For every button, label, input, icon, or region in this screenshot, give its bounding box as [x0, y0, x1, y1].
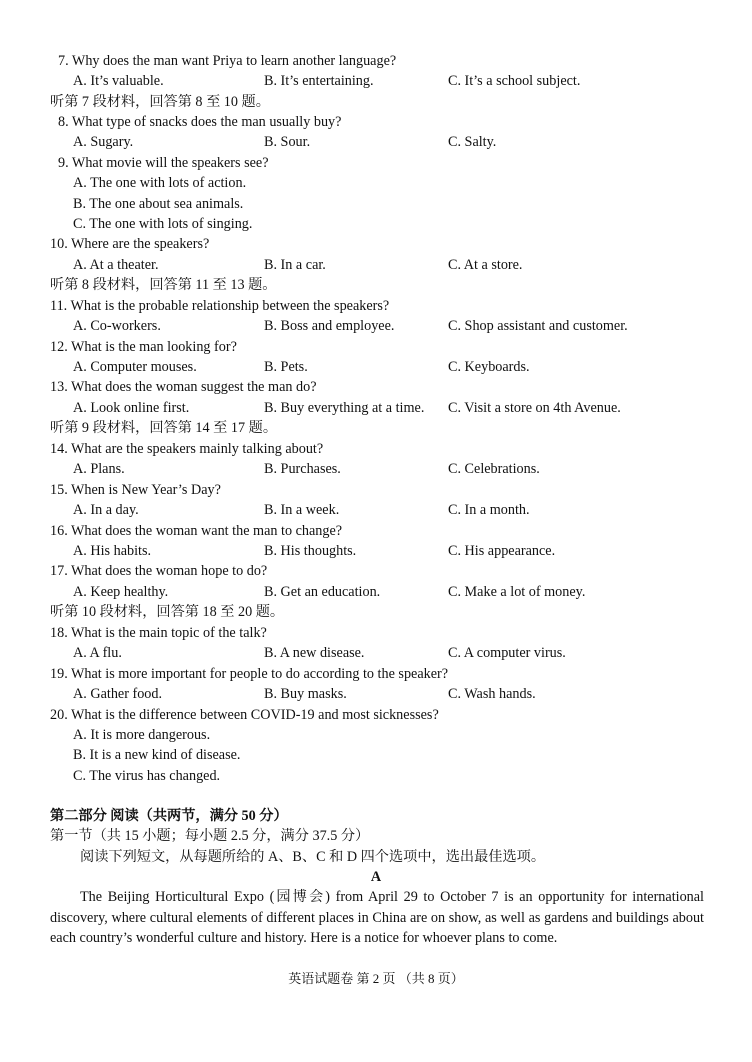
question-13-stem: 13. What does the woman suggest the man do? [50, 379, 317, 395]
option-a: A. Computer mouses. [73, 359, 197, 375]
question-8-options [0, 132, 752, 152]
section-1-instruction: 阅读下列短文，从每题所给的 A、B、C 和 D 四个选项中，选出最佳选项。 [80, 849, 546, 865]
option-c: C. Salty. [448, 134, 497, 150]
question-12-stem: 12. What is the man looking for? [50, 339, 237, 355]
question-8-stem: 8. What type of snacks does the man usually buy? [58, 114, 342, 130]
option-c: C. In a month. [448, 502, 530, 518]
option-a: A. Keep healthy. [73, 584, 169, 600]
option-a: A. At a theater. [73, 257, 159, 273]
option-c: C. At a store. [448, 257, 523, 273]
question-12-options [0, 357, 752, 377]
option-a: A. Sugary. [73, 134, 134, 150]
option-a: A. His habits. [73, 543, 152, 559]
page-footer: 英语试题卷 第 2 页 （共 8 页） [288, 971, 464, 986]
option-a: A. In a day. [73, 502, 139, 518]
passage-paragraph: The Beijing Horticultural Expo (园博会) from April 29 to October 7 is an opportunity for international discovery, where cultural elements of different places in China are on show, as well as gardens and buildings about each country’s wonderful culture and history. Here is a notice for whoever plans to come. [50, 889, 704, 946]
option-c: C. His appearance. [448, 543, 556, 559]
question-11-options [0, 316, 752, 336]
section-1-title: 第一节（共 15 小题；每小题 2.5 分，满分 37.5 分） [50, 828, 370, 844]
question-9-stem: 9. What movie will the speakers see? [58, 155, 269, 171]
option-c: C. It’s a school subject. [448, 73, 581, 89]
question-19-stem: 19. What is more important for people to do according to the speaker? [50, 666, 449, 682]
question-14-options [0, 459, 752, 479]
option-b: B. Get an education. [264, 584, 381, 600]
option-c: C. The virus has changed. [73, 768, 221, 784]
option-b: B. Buy everything at a time. [264, 400, 425, 416]
option-b: B. His thoughts. [264, 543, 357, 559]
option-a: A. It’s valuable. [73, 73, 164, 89]
option-a: A. Plans. [73, 461, 125, 477]
option-b: B. Purchases. [264, 461, 341, 477]
option-b: B. Buy masks. [264, 686, 347, 702]
option-b: B. Sour. [264, 134, 311, 150]
section-instruction-7: 听第 7 段材料，回答第 8 至 10 题。 [50, 94, 270, 110]
question-16-stem: 16. What does the woman want the man to change? [50, 523, 343, 539]
question-10-stem: 10. Where are the speakers? [50, 236, 210, 252]
option-c: C. Make a lot of money. [448, 584, 586, 600]
option-b: B. It’s entertaining. [264, 73, 374, 89]
option-c: C. Keyboards. [448, 359, 530, 375]
option-a: A. A flu. [73, 645, 122, 661]
option-c: C. Celebrations. [448, 461, 540, 477]
option-c: C. Visit a store on 4th Avenue. [448, 400, 621, 416]
question-17-stem: 17. What does the woman hope to do? [50, 563, 268, 579]
option-c: C. Shop assistant and customer. [448, 318, 628, 334]
section-instruction-10: 听第 10 段材料，回答第 18 至 20 题。 [50, 604, 285, 620]
option-a: A. Gather food. [73, 686, 163, 702]
option-b: B. A new disease. [264, 645, 365, 661]
question-18-stem: 18. What is the main topic of the talk? [50, 625, 267, 641]
question-14-stem: 14. What are the speakers mainly talking about? [50, 441, 324, 457]
option-a: A. Look online first. [73, 400, 190, 416]
question-18-options [0, 643, 752, 663]
question-17-options [0, 582, 752, 602]
option-b: B. Boss and employee. [264, 318, 395, 334]
option-c: C. Wash hands. [448, 686, 536, 702]
option-a: A. Co-workers. [73, 318, 161, 334]
question-15-stem: 15. When is New Year’s Day? [50, 482, 221, 498]
option-c: C. The one with lots of singing. [73, 216, 253, 232]
option-b: B. Pets. [264, 359, 308, 375]
question-7-options [0, 71, 752, 91]
section-instruction-9: 听第 9 段材料，回答第 14 至 17 题。 [50, 420, 278, 436]
option-b: B. It is a new kind of disease. [73, 747, 241, 763]
option-a: A. It is more dangerous. [73, 727, 211, 743]
question-13-options [0, 398, 752, 418]
part-2-title: 第二部分 阅读（共两节，满分 50 分） [50, 808, 288, 824]
question-16-options [0, 541, 752, 561]
option-c: C. A computer virus. [448, 645, 566, 661]
passage-label: A [370, 869, 382, 885]
option-b: B. In a week. [264, 502, 340, 518]
section-instruction-8: 听第 8 段材料，回答第 11 至 13 题。 [50, 277, 277, 293]
option-b: B. In a car. [264, 257, 326, 273]
question-20-stem: 20. What is the difference between COVID-19 and most sicknesses? [50, 707, 439, 723]
question-19-options [0, 684, 752, 704]
question-11-stem: 11. What is the probable relationship between the speakers? [50, 298, 390, 314]
option-b: B. The one about sea animals. [73, 196, 244, 212]
option-a: A. The one with lots of action. [73, 175, 247, 191]
question-10-options [0, 255, 752, 275]
question-15-options [0, 500, 752, 520]
question-7-stem: 7. Why does the man want Priya to learn another language? [58, 53, 397, 69]
